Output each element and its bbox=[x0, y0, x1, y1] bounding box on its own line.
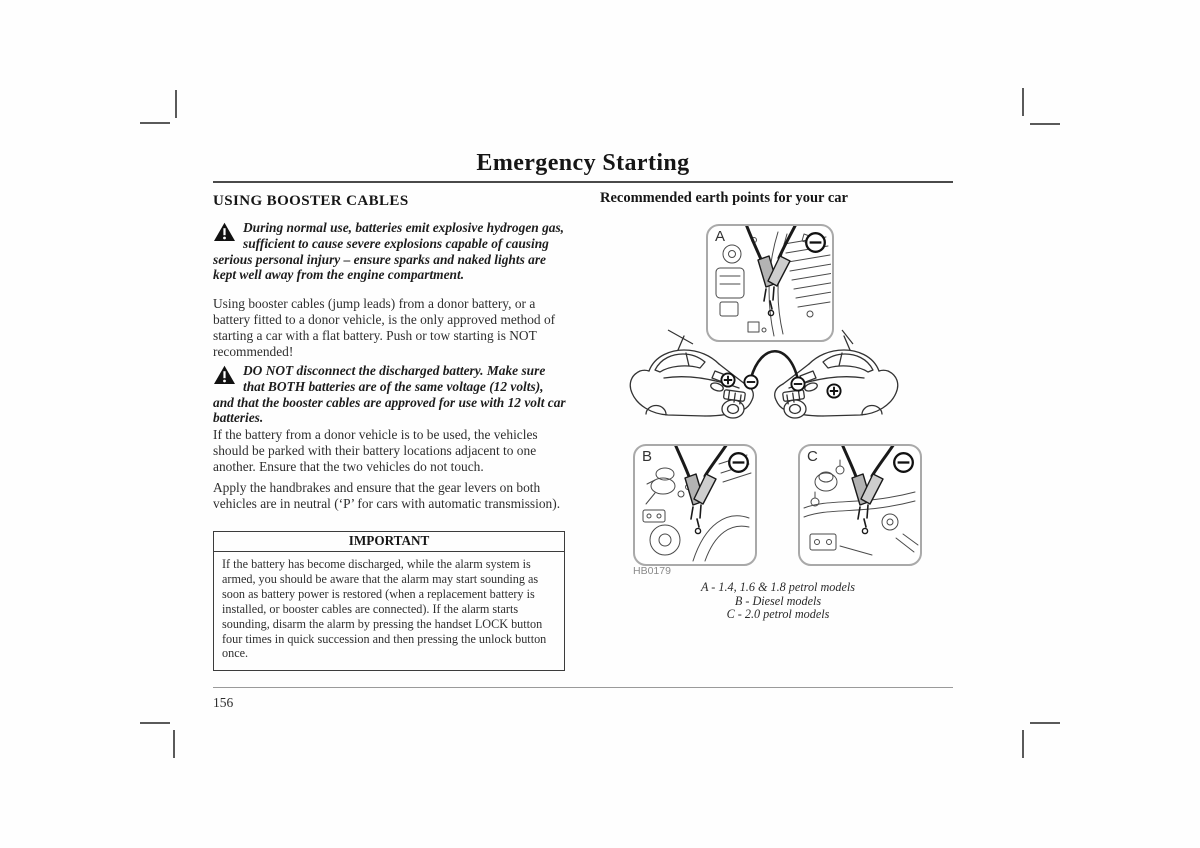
page-number: 156 bbox=[213, 695, 234, 710]
body-paragraph-3 bbox=[213, 480, 566, 512]
important-box-title: IMPORTANT bbox=[214, 532, 564, 552]
jump-lead-clamps bbox=[746, 226, 796, 316]
figure-panel-b bbox=[633, 444, 757, 566]
panel-a-label: A bbox=[715, 228, 726, 245]
warning-2-text: DO NOT disconnect the discharged battery. Make sure that BOTH batteries are of the same voltage (12 volts), and that the booster cables are approved for use with 12 volt car batteries. bbox=[213, 363, 566, 426]
two-cars-illustration bbox=[620, 329, 908, 435]
crop-mark-top-right-v bbox=[1022, 88, 1024, 116]
crop-mark-top-left-h bbox=[140, 122, 170, 124]
caption-c: C - 2.0 petrol models bbox=[726, 607, 830, 622]
body-paragraph-1 bbox=[213, 296, 566, 360]
crop-mark-bottom-left-h bbox=[140, 722, 170, 724]
jump-lead-clamps bbox=[842, 446, 894, 534]
figure-code: HB0179 bbox=[633, 565, 671, 577]
leader-lines bbox=[668, 330, 853, 344]
page-title: Emergency Starting bbox=[476, 150, 690, 176]
figure-panel-c bbox=[798, 444, 922, 566]
warning-triangle-icon bbox=[213, 365, 236, 385]
paragraph-2-text: If the battery from a donor vehicle is to be used, the vehicles should be parked with their battery locations adjacent to one another. Ensure that the two vehicles do not touch. bbox=[213, 427, 538, 474]
section-heading-text: USING BOOSTER CABLES bbox=[213, 193, 409, 209]
figure-heading: Recommended earth points for your car bbox=[600, 190, 848, 206]
important-box-body: If the battery has become discharged, while the alarm system is armed, you should be aware that the alarm may start sounding as soon as battery power is restored (when a replacement battery is installed, or booster cables are connected). If the alarm starts sounding, disarm the alarm by pressing the handset LOCK button four times in quick succession and then pressing the unlock button once. bbox=[222, 557, 547, 661]
caption-a: A - 1.4, 1.6 & 1.8 petrol models bbox=[700, 580, 856, 594]
minus-circle-icon bbox=[804, 231, 827, 254]
crop-mark-bottom-left-v bbox=[173, 730, 175, 758]
warning-paragraph-2 bbox=[213, 363, 566, 426]
plus-circle-icon bbox=[721, 373, 734, 386]
crop-mark-top-left-v bbox=[175, 90, 177, 118]
body-paragraph-2 bbox=[213, 427, 566, 475]
title-rule bbox=[213, 181, 953, 183]
minus-circle-icon bbox=[727, 451, 750, 474]
caption-b: B - Diesel models bbox=[734, 593, 822, 608]
warning-paragraph-1 bbox=[213, 220, 566, 283]
crop-mark-bottom-right-h bbox=[1030, 722, 1060, 724]
crop-mark-top-right-h bbox=[1030, 123, 1060, 125]
plus-circle-icon bbox=[827, 384, 840, 397]
jump-cable bbox=[751, 351, 798, 380]
crop-mark-bottom-right-v bbox=[1022, 730, 1024, 758]
paragraph-1-text: Using booster cables (jump leads) from a donor battery, or a battery fitted to a donor vehicle, is the only approved method of starting a car with a flat battery. Push or tow starting is NOT recommended! bbox=[213, 296, 556, 359]
minus-circle-icon bbox=[744, 375, 757, 388]
paragraph-3-text: Apply the handbrakes and ensure that the gear levers on both vehicles are in neutral (‘P’ for cars with automatic transmission). bbox=[213, 480, 561, 511]
minus-circle-icon bbox=[791, 377, 804, 390]
minus-circle-icon bbox=[892, 451, 915, 474]
figure-panel-a bbox=[706, 224, 834, 342]
panel-b-label: B bbox=[642, 448, 653, 465]
panel-c-label: C bbox=[807, 448, 818, 465]
jump-lead-clamps bbox=[675, 446, 727, 534]
section-heading bbox=[213, 193, 566, 210]
footer-rule bbox=[213, 687, 953, 688]
warning-1-text: During normal use, batteries emit explosive hydrogen gas, sufficient to cause severe explosions capable of causing serious personal injury – ensure sparks and naked lights are kept well away from the engine compartment. bbox=[213, 220, 565, 283]
warning-triangle-icon bbox=[213, 222, 236, 242]
important-box bbox=[213, 531, 565, 671]
figure-captions bbox=[600, 581, 956, 622]
